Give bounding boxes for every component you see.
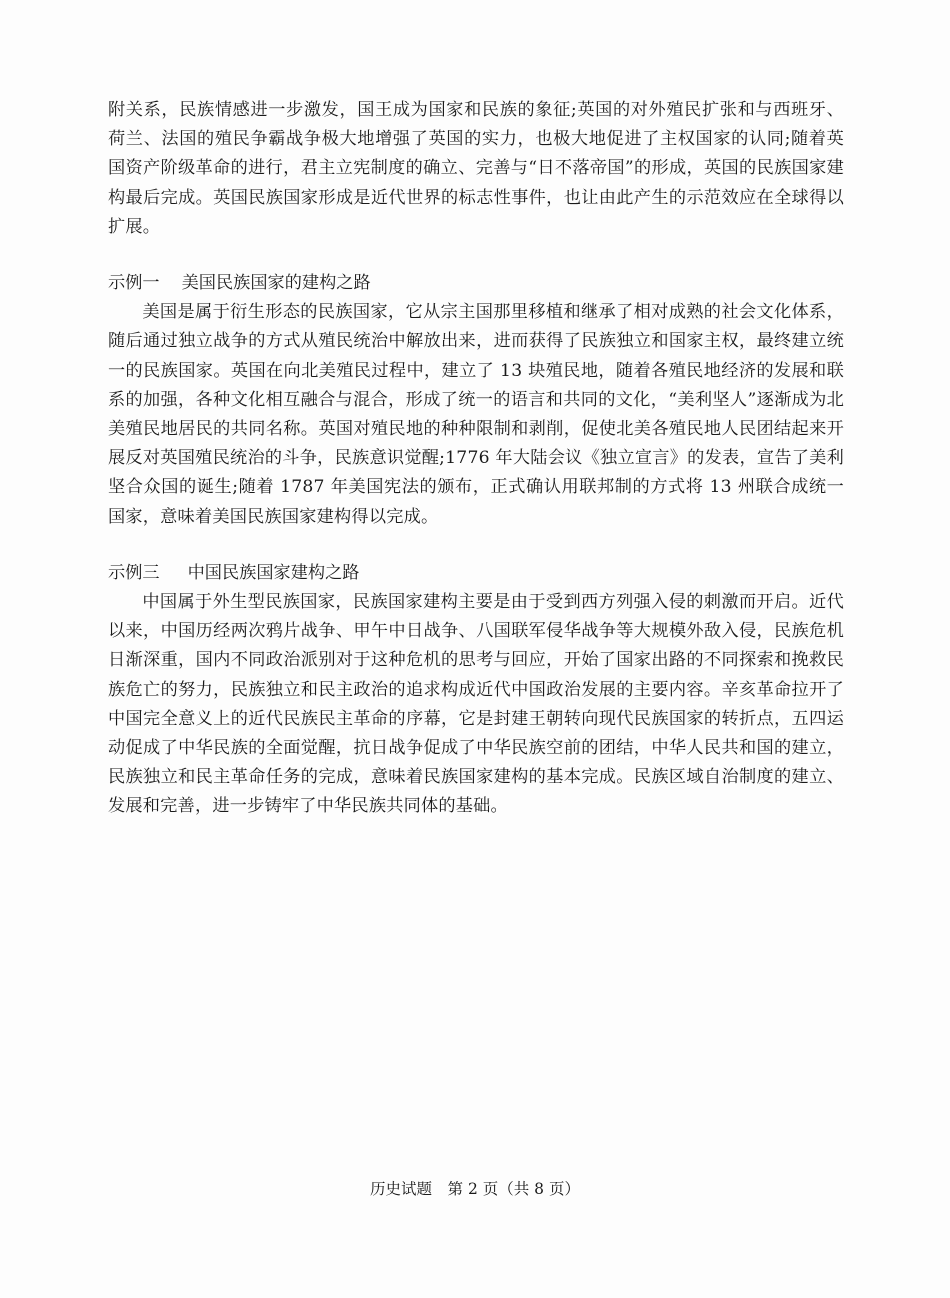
example-3-label: 示例三 [108, 562, 160, 583]
example-1-heading [108, 269, 844, 298]
example-3-title: 中国民族国家建构之路 [187, 562, 360, 583]
page-footer: 历史试题 第 2 页（共 8 页） [370, 1180, 580, 1198]
intro-paragraph: 附关系，民族情感进一步激发，国王成为国家和民族的象征;英国的对外殖民扩张和与西班牙、荷兰、法国的殖民争霸战争极大地增强了英国的实力，也极大地促进了主权国家的认同;随着英国资产阶级革命的进行，君主立宪制度的确立、完善与“日不落帝国”的形成，英国的民族国家建构最后完成。英国民族国家形成是近代世界的标志性事件，也让由此产生的示范效应在全球得以扩展。 [108, 100, 844, 237]
example-1-body: 美国是属于衍生形态的民族国家，它从宗主国那里移植和继承了相对成熟的社会文化体系，随后通过独立战争的方式从殖民统治中解放出来，进而获得了民族独立和国家主权，最终建立统一的民族国家。英国在向北美殖民过程中，建立了 13 块殖民地，随着各殖民地经济的发展和联系的加强，各种文化相互融合与混合，形成了统一的语言和共同的文化，“美利坚人”逐渐成为北美殖民地居民的共同名称。英国对殖民地的种种限制和剥削，促使北美各殖民地人民团结起来开展反对英国殖民统治的斗争，民族意识觉醒;1776 年大陆会议《独立宣言》的发表，宣告了美利坚合众国的诞生;随着 1787 年美国宪法的颁布，正式确认用联邦制的方式将 13 州联合成统一国家，意味着美国民族国家建构得以完成。 [108, 302, 844, 527]
example-3-heading [108, 559, 844, 588]
example-1-label: 示例一 [108, 273, 160, 294]
example-1-title: 美国民族国家的建构之路 [181, 273, 371, 294]
example-3-body: 中国属于外生型民族国家，民族国家建构主要是由于受到西方列强入侵的刺激而开启。近代以来，中国历经两次鸦片战争、甲午中日战争、八国联军侵华战争等大规模外敌入侵，民族危机日渐深重，国内不同政治派别对于这种危机的思考与回应，开始了国家出路的不同探索和挽救民族危亡的努力，民族独立和民主政治的追求构成近代中国政治发展的主要内容。辛亥革命拉开了中国完全意义上的近代民族民主革命的序幕，它是封建王朝转向现代民族国家的转折点，五四运动促成了中华民族的全面觉醒，抗日战争促成了中华民族空前的团结，中华人民共和国的建立，民族独立和民主革命任务的完成，意味着民族国家建构的基本完成。民族区域自治制度的建立、发展和完善，进一步铸牢了中华民族共同体的基础。 [108, 592, 844, 817]
example-1-section [108, 269, 844, 532]
page-content [108, 96, 844, 822]
example-3-section [108, 559, 844, 822]
